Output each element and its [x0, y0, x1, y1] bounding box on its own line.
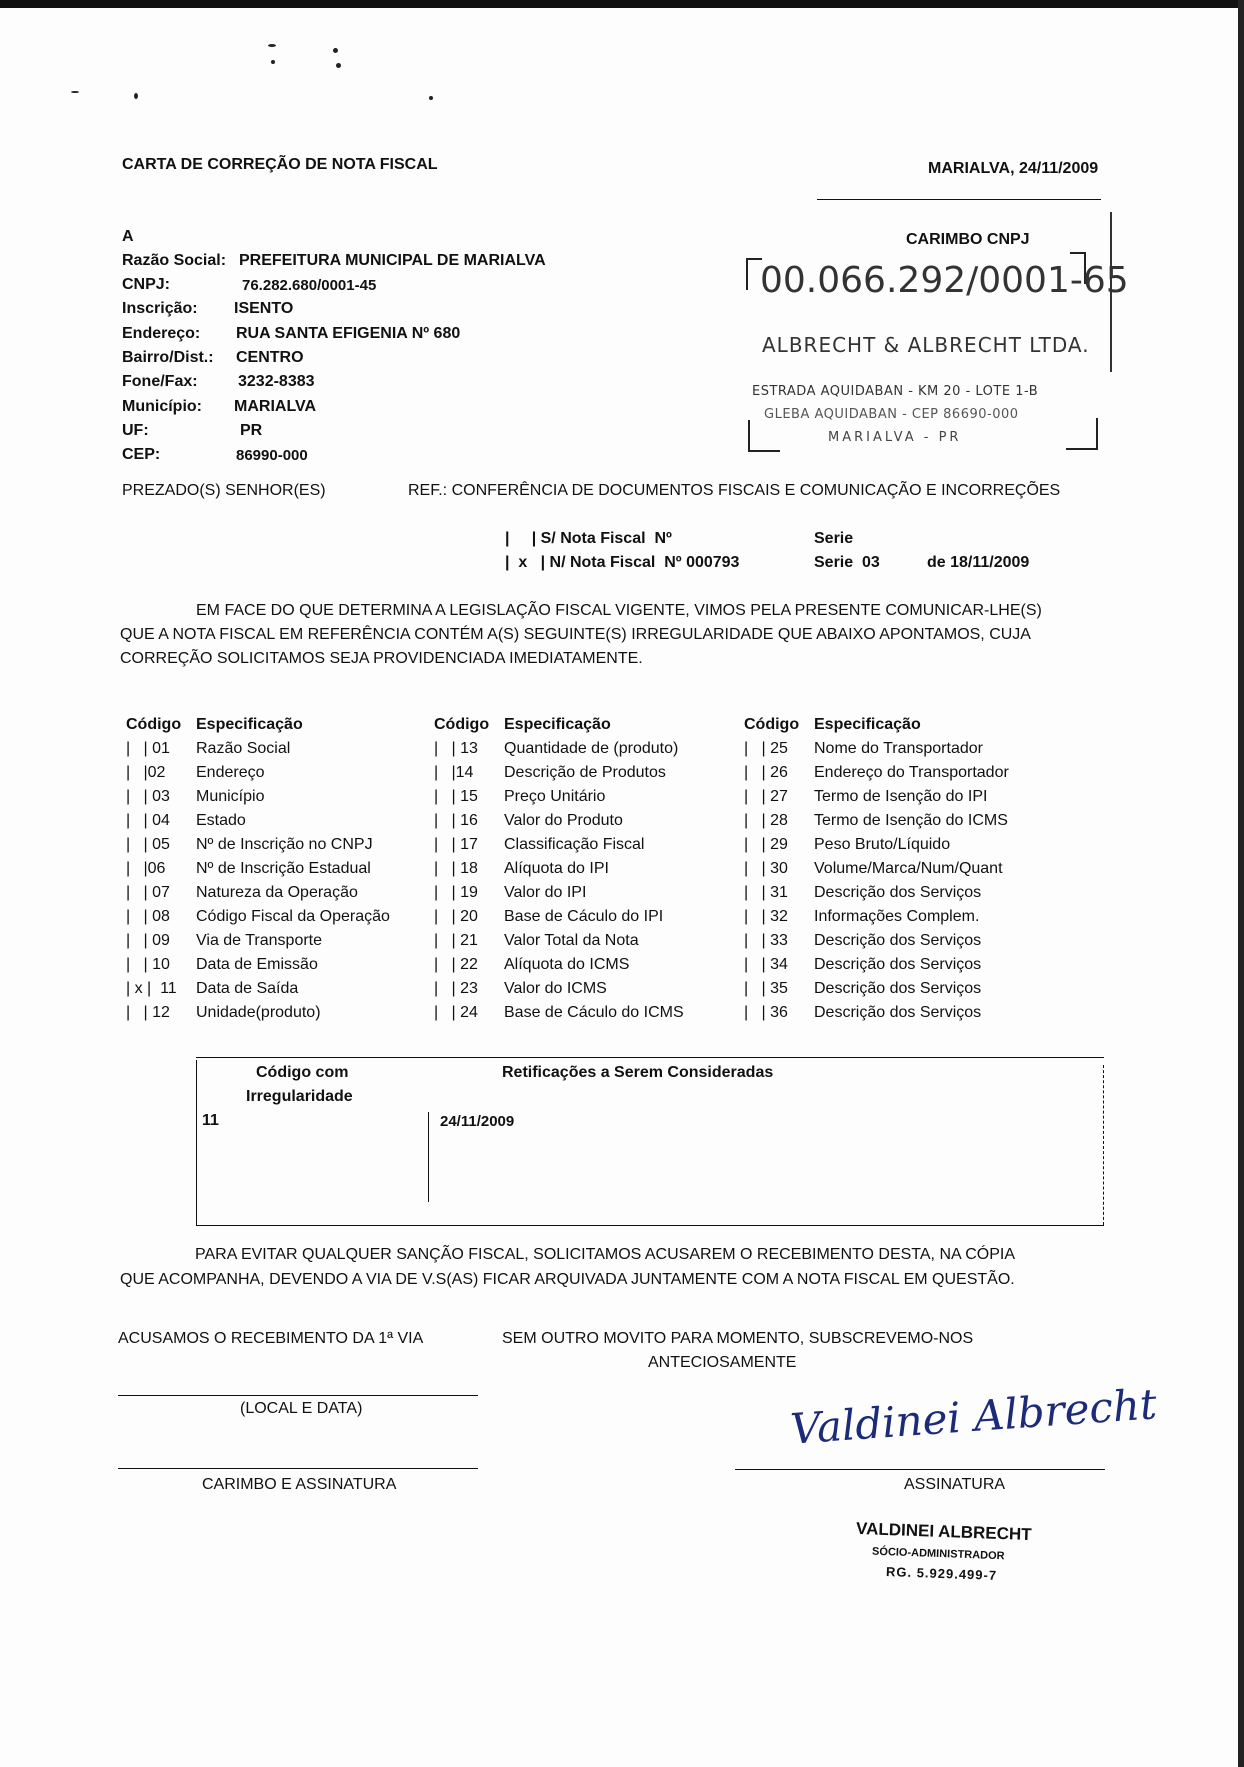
code-mark: | | 34	[744, 956, 788, 973]
stamp-corner	[1066, 418, 1098, 450]
signer-rg: RG. 5.929.499-7	[885, 1564, 998, 1583]
field-value: ISENTO	[234, 300, 294, 317]
ret-mid-rule	[428, 1112, 429, 1202]
carimbo-assinatura-label: CARIMBO E ASSINATURA	[202, 1476, 397, 1493]
code-mark: | | 12	[126, 1004, 170, 1021]
field-value: CENTRO	[236, 349, 304, 366]
reference: REF.: CONFERÊNCIA DE DOCUMENTOS FISCAIS E COMUNICAÇÃO E INCORREÇÕES	[408, 482, 1061, 499]
code-mark: | | 21	[434, 932, 478, 949]
stamp-address-2: GLEBA AQUIDABAN - CEP 86690-000	[764, 407, 1019, 422]
code-spec: Endereço do Transportador	[814, 764, 1009, 781]
code-mark: | | 33	[744, 932, 788, 949]
code-mark: | | 22	[434, 956, 478, 973]
code-spec: Via de Transporte	[196, 932, 323, 949]
body-line-3: CORREÇÃO SOLICITAMOS SEJA PROVIDENCIADA IMEDIATAMENTE.	[120, 650, 643, 667]
field-value: 76.282.680/0001-45	[242, 277, 377, 294]
spec-header: Especificação	[196, 716, 303, 733]
place-date: MARIALVA, 24/11/2009	[928, 160, 1099, 177]
field-label: Endereço:	[122, 325, 201, 342]
code-mark: | | 19	[434, 884, 478, 901]
code-mark: | | 30	[744, 860, 788, 877]
field-label: CEP:	[122, 446, 161, 463]
carimbo-line	[118, 1468, 478, 1469]
code-spec: Preço Unitário	[504, 788, 606, 805]
code-mark: | |06	[126, 860, 166, 877]
code-spec: Volume/Marca/Num/Quant	[814, 860, 1003, 877]
ret-code-header-2: Irregularidade	[246, 1088, 353, 1105]
code-spec: Data de Emissão	[196, 956, 318, 973]
scan-speck	[333, 48, 338, 53]
code-spec: Descrição dos Serviços	[814, 932, 982, 949]
assinatura-label: ASSINATURA	[904, 1476, 1006, 1493]
code-mark: | | 07	[126, 884, 170, 901]
stamp-address-1: ESTRADA AQUIDABAN - KM 20 - LOTE 1-B	[752, 384, 1039, 399]
farewell-line-1: SEM OUTRO MOVITO PARA MOMENTO, SUBSCREVEMO-NOS	[502, 1330, 974, 1347]
code-spec: Peso Bruto/Líquido	[814, 836, 951, 853]
code-spec: Valor Total da Nota	[504, 932, 639, 949]
code-mark: | | 35	[744, 980, 788, 997]
code-spec: Classificação Fiscal	[504, 836, 645, 853]
code-mark: | |02	[126, 764, 166, 781]
code-mark: | | 18	[434, 860, 478, 877]
code-mark: | | 36	[744, 1004, 788, 1021]
code-mark: | | 09	[126, 932, 170, 949]
code-mark: | | 23	[434, 980, 478, 997]
scan-speck	[271, 60, 275, 64]
code-mark: | | 04	[126, 812, 170, 829]
code-spec: Descrição dos Serviços	[814, 884, 982, 901]
ret-code-header-1: Código com	[256, 1064, 349, 1081]
ret-code: 11	[202, 1112, 219, 1129]
stamp-corner	[748, 420, 780, 452]
code-mark: | | 01	[126, 740, 170, 757]
code-spec: Natureza da Operação	[196, 884, 358, 901]
stamp-company: ALBRECHT & ALBRECHT LTDA.	[762, 333, 1090, 357]
ret-top-rule	[196, 1057, 1104, 1058]
field-value: 3232-8383	[238, 373, 315, 390]
field-value: PR	[240, 422, 263, 439]
spec-header: Especificação	[814, 716, 921, 733]
closing-line-2: QUE ACOMPANHA, DEVENDO A VIA DE V.S(AS) FICAR ARQUIVADA JUNTAMENTE COM A NOTA FISCAL EM QUESTÃO.	[120, 1271, 1015, 1288]
field-label: UF:	[122, 422, 149, 439]
nota-serie: Serie 03	[814, 554, 880, 571]
signer-role: SÓCIO-ADMINISTRADOR	[871, 1545, 1005, 1563]
code-mark: | | 24	[434, 1004, 478, 1021]
code-spec: Estado	[196, 812, 246, 829]
scan-speck	[336, 63, 341, 68]
code-spec: Nome do Transportador	[814, 740, 983, 757]
farewell-line-2: ANTECIOSAMENTE	[648, 1354, 797, 1371]
code-spec: Alíquota do IPI	[504, 860, 609, 877]
code-spec: Termo de Isenção do ICMS	[814, 812, 1008, 829]
code-mark: | | 27	[744, 788, 788, 805]
code-spec: Valor do ICMS	[504, 980, 607, 997]
code-mark: | | 05	[126, 836, 170, 853]
field-label: Inscrição:	[122, 300, 198, 317]
code-mark: | | 17	[434, 836, 478, 853]
code-mark: | | 29	[744, 836, 788, 853]
nota-line-2: | x | N/ Nota Fiscal Nº 000793	[505, 554, 740, 571]
code-spec: Valor do Produto	[504, 812, 623, 829]
code-spec: Alíquota do ICMS	[504, 956, 630, 973]
scan-speck	[268, 44, 276, 47]
field-label: Bairro/Dist.:	[122, 349, 214, 366]
code-mark: | | 28	[744, 812, 788, 829]
document-title: CARTA DE CORREÇÃO DE NOTA FISCAL	[122, 156, 438, 173]
local-data-line	[118, 1395, 478, 1396]
code-mark: | | 13	[434, 740, 478, 757]
code-spec: Nº de Inscrição Estadual	[196, 860, 371, 877]
field-label: Razão Social:	[122, 252, 227, 269]
ret-right-rule	[1103, 1065, 1105, 1225]
recipient-to: A	[122, 228, 134, 245]
code-header: Código	[126, 716, 182, 733]
ret-value-header: Retificações a Serem Consideradas	[502, 1064, 774, 1081]
code-spec: Quantidade de (produto)	[504, 740, 679, 757]
scan-speck	[429, 96, 433, 100]
code-spec: Descrição de Produtos	[504, 764, 666, 781]
ret-left-rule	[196, 1060, 197, 1226]
code-mark: | | 15	[434, 788, 478, 805]
stamp-top-rule	[817, 199, 1101, 200]
code-spec: Unidade(produto)	[196, 1004, 321, 1021]
code-spec: Descrição dos Serviços	[814, 1004, 982, 1021]
stamp-cnpj: 00.066.292/0001-65	[760, 260, 1129, 301]
assinatura-line	[735, 1469, 1105, 1470]
scan-border-top	[0, 0, 1244, 8]
code-spec: Descrição dos Serviços	[814, 980, 982, 997]
code-spec: Nº de Inscrição no CNPJ	[196, 836, 373, 853]
field-label: Município:	[122, 398, 202, 415]
ret-bottom-rule	[196, 1225, 1104, 1226]
code-header: Código	[744, 716, 800, 733]
stamp-title: CARIMBO CNPJ	[906, 231, 1030, 248]
body-line-1: EM FACE DO QUE DETERMINA A LEGISLAÇÃO FISCAL VIGENTE, VIMOS PELA PRESENTE COMUNICAR-LHE(S)	[196, 602, 1042, 619]
code-spec: Data de Saída	[196, 980, 299, 997]
code-spec: Código Fiscal da Operação	[196, 908, 390, 925]
code-spec: Valor do IPI	[504, 884, 587, 901]
code-mark: | | 08	[126, 908, 170, 925]
code-mark: | | 31	[744, 884, 788, 901]
handwritten-signature: Valdinei Albrecht	[788, 1379, 1159, 1454]
code-header: Código	[434, 716, 490, 733]
signer-name: VALDINEI ALBRECHT	[855, 1518, 1032, 1545]
code-spec: Termo de Isenção do IPI	[814, 788, 988, 805]
nota-serie-label: Serie	[814, 530, 854, 547]
code-mark: | x | 11	[126, 980, 177, 997]
closing-line-1: PARA EVITAR QUALQUER SANÇÃO FISCAL, SOLICITAMOS ACUSAREM O RECEBIMENTO DESTA, NA CÓPIA	[195, 1246, 1016, 1263]
code-mark: | |14	[434, 764, 474, 781]
code-mark: | | 20	[434, 908, 478, 925]
code-mark: | | 03	[126, 788, 170, 805]
field-value: RUA SANTA EFIGENIA Nº 680	[236, 325, 461, 342]
field-value: PREFEITURA MUNICIPAL DE MARIALVA	[239, 252, 546, 269]
local-data-label: (LOCAL E DATA)	[240, 1400, 363, 1417]
ret-value: 24/11/2009	[440, 1113, 515, 1130]
field-value: 86990-000	[236, 447, 308, 464]
greeting: PREZADO(S) SENHOR(ES)	[122, 482, 326, 499]
code-spec: Município	[196, 788, 265, 805]
acknowledge-text: ACUSAMOS O RECEBIMENTO DA 1ª VIA	[118, 1330, 424, 1347]
scan-border-right	[1238, 0, 1244, 1767]
code-mark: | | 10	[126, 956, 170, 973]
stamp-city: MARIALVA - PR	[828, 430, 962, 445]
field-label: CNPJ:	[122, 276, 171, 293]
spec-header: Especificação	[504, 716, 611, 733]
code-mark: | | 16	[434, 812, 478, 829]
field-label: Fone/Fax:	[122, 373, 198, 390]
code-spec: Informações Complem.	[814, 908, 980, 925]
body-line-2: QUE A NOTA FISCAL EM REFERÊNCIA CONTÉM A(S) SEGUINTE(S) IRREGULARIDADE QUE ABAIXO APONTAMOS, CUJA	[120, 626, 1031, 643]
code-mark: | | 26	[744, 764, 788, 781]
code-spec: Descrição dos Serviços	[814, 956, 982, 973]
code-mark: | | 32	[744, 908, 788, 925]
field-value: MARIALVA	[234, 398, 317, 415]
nota-line-1: | | S/ Nota Fiscal Nº	[505, 530, 672, 547]
code-spec: Razão Social	[196, 740, 291, 757]
code-spec: Base de Cáculo do ICMS	[504, 1004, 684, 1021]
code-mark: | | 25	[744, 740, 788, 757]
nota-date: de 18/11/2009	[927, 554, 1030, 571]
code-spec: Endereço	[196, 764, 265, 781]
scan-speck	[71, 91, 79, 93]
code-spec: Base de Cáculo do IPI	[504, 908, 664, 925]
scan-speck	[134, 93, 138, 99]
